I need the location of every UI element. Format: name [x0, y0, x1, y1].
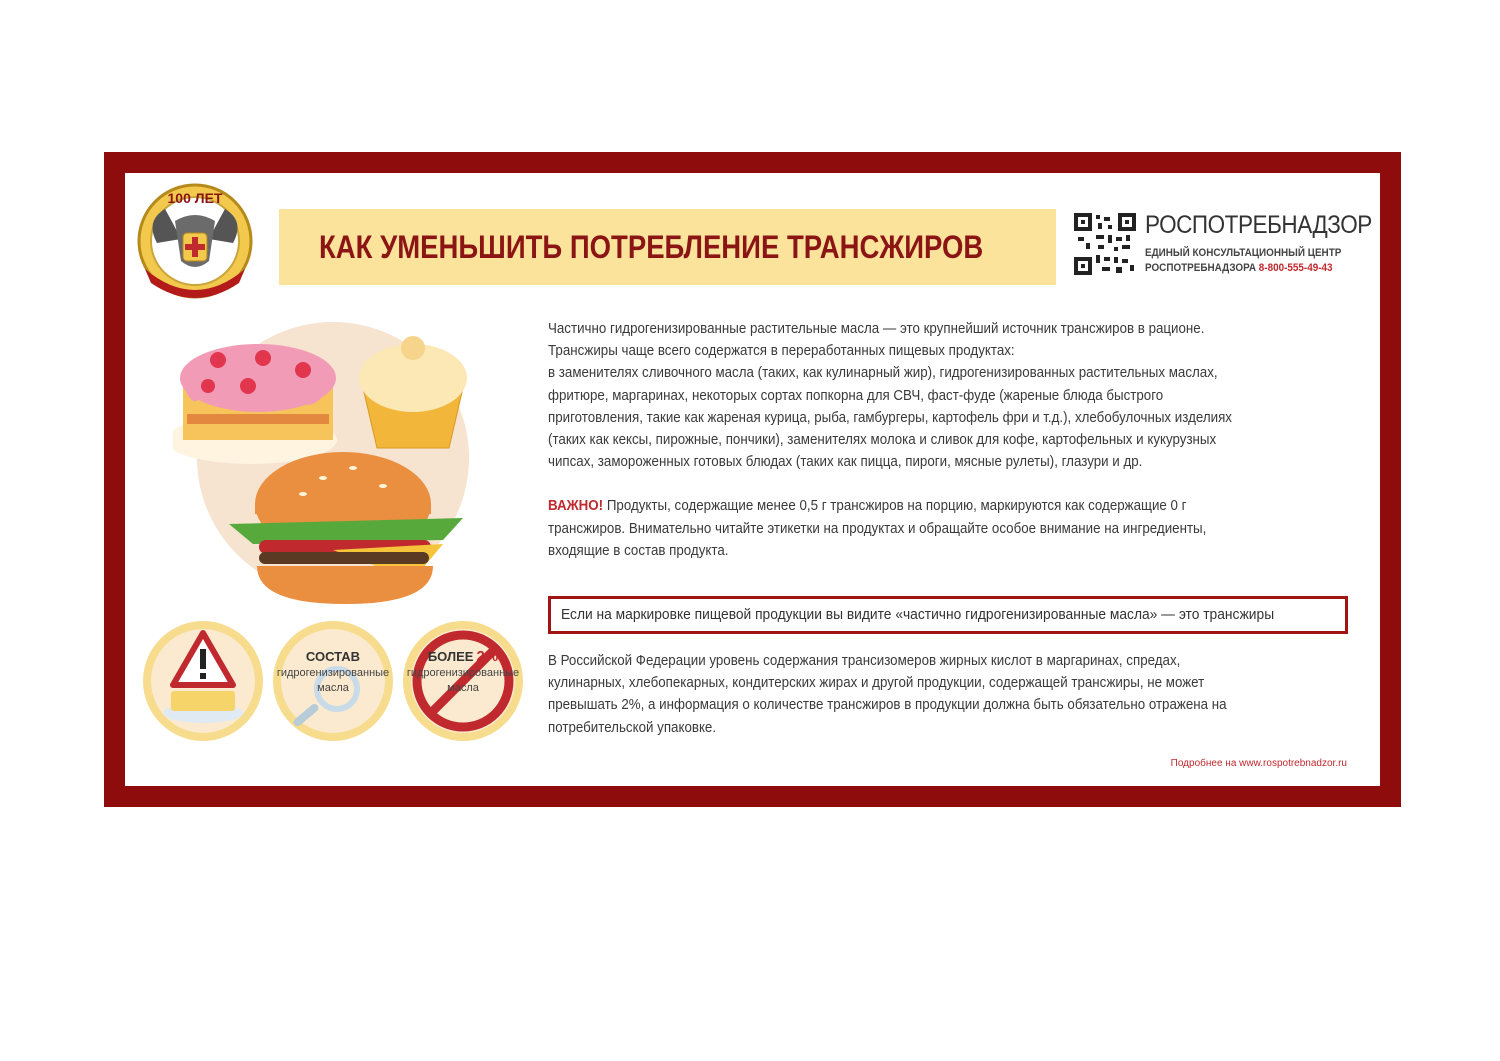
- paragraph1-line: чипсах, замороженных готовых блюдах (таких как пицца, пироги, мясные рулеты), глазури и др.: [548, 454, 1143, 471]
- junk-food-illustration: [173, 318, 479, 604]
- paragraph1-line: Трансжиры чаще всего содержатся в переработанных пищевых продуктах:: [548, 343, 1015, 360]
- contact-phone-line: [1145, 261, 1354, 276]
- paragraph1-line: Частично гидрогенизированные растительные масла — это крупнейший источник трансжиров в рационе.: [548, 321, 1205, 337]
- highlight-text: Если на маркировке пищевой продукции вы видите «частично гидрогенизированные масла» — это трансжиры: [561, 606, 1275, 623]
- paragraph1-line: приготовления, такие как жареная курица, рыба, гамбургеры, картофель фри и т.д.), хлебобулочных изделиях: [548, 409, 1232, 426]
- important-label: ВАЖНО!: [548, 498, 604, 515]
- qr-code-icon: [1074, 213, 1136, 275]
- paragraph1-line: фритюре, маргаринах, некоторых сортах попкорна для СВЧ, фаст-фуде (жареные блюда быстрого: [548, 387, 1164, 404]
- warning-butter-icon: [141, 619, 265, 743]
- limit-line1: гидрогенизированные: [406, 667, 520, 679]
- more-info-link[interactable]: Подробнее на www.rospotrebnadzor.ru: [1170, 758, 1347, 769]
- main-text: [548, 318, 1360, 562]
- organization-block: [1145, 211, 1377, 276]
- important-line: трансжиров. Внимательно читайте этикетки на продуктах и обращайте особое внимание на ингредиенты,: [548, 520, 1207, 537]
- limit-value: 2%: [476, 648, 499, 665]
- hotline-phone: 8-800-555-49-43: [1258, 262, 1333, 274]
- title-band: [279, 209, 1056, 285]
- paragraph1-line: (таких как кексы, пирожные, пончики), заменителях молока и сливок для кофе, картофельных и кукурузных: [548, 432, 1217, 449]
- svg-text:100 ЛЕТ: 100 ЛЕТ: [167, 190, 223, 206]
- composition-line2: масла: [317, 682, 349, 694]
- composition-icon-text: [271, 649, 395, 696]
- paragraph3-line: потребительской упаковке.: [548, 719, 717, 736]
- rospotrebnadzor-emblem-logo: [135, 181, 255, 303]
- important-text: Продукты, содержащие менее 0,5 г трансжиров на порцию, маркируются как содержащие 0 г: [603, 498, 1187, 515]
- page-title: КАК УМЕНЬШИТЬ ПОТРЕБЛЕНИЕ ТРАНСЖИРОВ: [319, 229, 984, 265]
- composition-title: СОСТАВ: [305, 649, 361, 664]
- contact-org-label: РОСПОТРЕБНАДЗОРА: [1145, 262, 1257, 274]
- paragraph3-line: кулинарных, хлебопекарных, кондитерских жирах и другой продукции, содержащей трансжиры, не может: [548, 675, 1205, 692]
- important-line: входящие в состав продукта.: [548, 542, 729, 559]
- paragraph1-line: в заменителях сливочного масла (таких, как кулинарный жир), гидрогенизированных растительных маслах,: [548, 365, 1218, 382]
- highlight-box: [548, 596, 1348, 634]
- organization-name: РОСПОТРЕБНАДЗОР: [1145, 211, 1372, 239]
- limit-icon-text: [401, 649, 525, 696]
- contact-center-label: ЕДИНЫЙ КОНСУЛЬТАЦИОННЫЙ ЦЕНТР: [1145, 247, 1342, 259]
- limit-line2: масла: [447, 682, 479, 694]
- poster-content: [125, 173, 1380, 786]
- paragraph3-line: превышать 2%, а информация о количестве трансжиров в продукции должна быть обязательно отражена на: [548, 697, 1227, 714]
- contact-center-line: [1145, 246, 1354, 261]
- paragraph3-line: В Российской Федерации уровень содержания трансизомеров жирных кислот в маргаринах, спредах,: [548, 653, 1181, 669]
- composition-line1: гидрогенизированные: [276, 667, 390, 679]
- poster-frame: [104, 152, 1401, 807]
- regulation-text: [548, 650, 1360, 739]
- important-line: [548, 495, 1295, 517]
- limit-title: БОЛЕЕ: [427, 649, 474, 664]
